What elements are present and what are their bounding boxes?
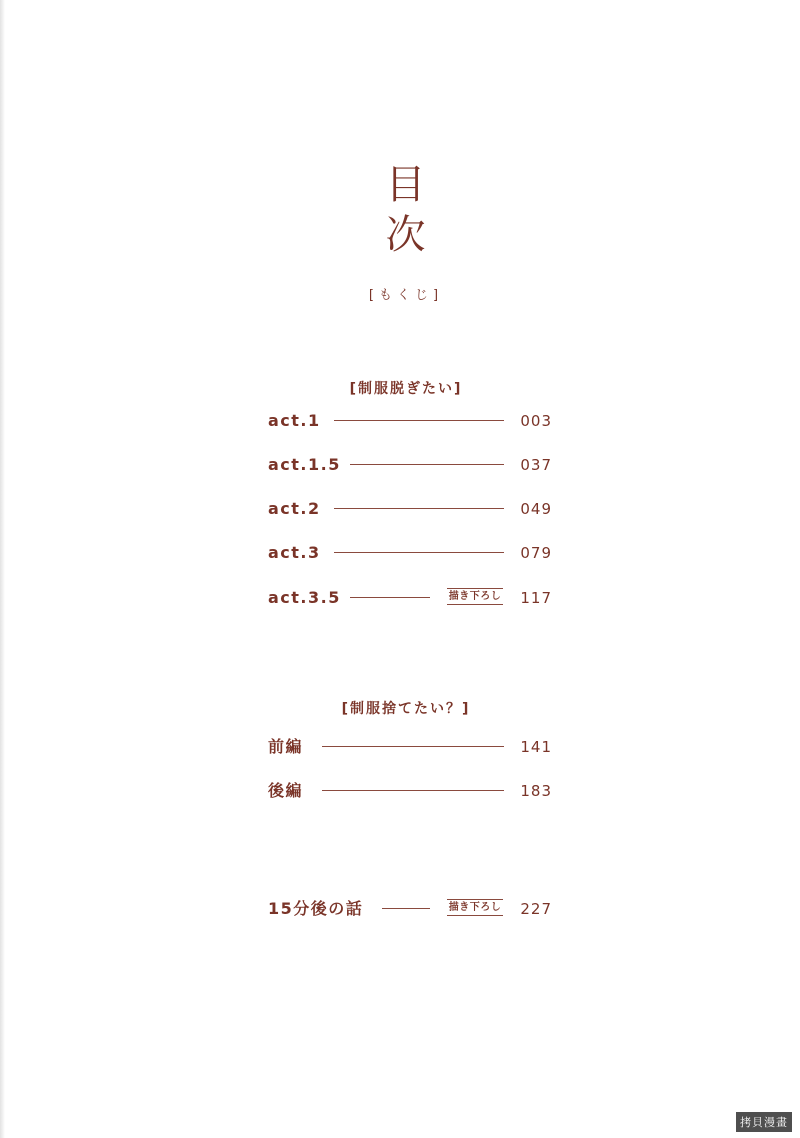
toc-entry-label: act.3.5 bbox=[268, 588, 341, 607]
section-heading-2: [制服捨てたい？] bbox=[341, 701, 471, 717]
leader-line bbox=[350, 597, 430, 598]
leader-line bbox=[334, 552, 504, 553]
toc-entry-page: 003 bbox=[520, 412, 552, 430]
section-heading-1: [制服脱ぎたい] bbox=[349, 381, 463, 397]
toc-entry-page: 227 bbox=[520, 900, 552, 918]
new-drawing-badge: 描き下ろし bbox=[447, 899, 503, 916]
toc-entry[interactable] bbox=[268, 780, 552, 802]
toc-subtitle-reading: [もくじ] bbox=[368, 288, 444, 303]
toc-entry-page: 079 bbox=[520, 544, 552, 562]
toc-entry-label: act.1.5 bbox=[268, 455, 341, 474]
toc-entry-label: 後編 bbox=[268, 781, 304, 800]
toc-title-char-1: 目 bbox=[385, 162, 426, 208]
toc-entry-page: 049 bbox=[520, 500, 552, 518]
toc-entry-page: 117 bbox=[520, 589, 552, 607]
toc-entry[interactable] bbox=[268, 542, 552, 564]
leader-line bbox=[322, 746, 504, 747]
toc-entry-label: act.2 bbox=[268, 499, 321, 518]
toc-entry-label: 15分後の話 bbox=[268, 899, 364, 918]
leader-line bbox=[382, 908, 430, 909]
toc-entry[interactable] bbox=[268, 587, 552, 609]
toc-title-char-2: 次 bbox=[385, 212, 426, 258]
toc-entry-label: act.3 bbox=[268, 543, 321, 562]
toc-entry[interactable] bbox=[268, 898, 552, 920]
toc-entry-label: 前編 bbox=[268, 737, 304, 756]
toc-entry[interactable] bbox=[268, 498, 552, 520]
toc-entry[interactable] bbox=[268, 410, 552, 432]
leader-line bbox=[334, 420, 504, 421]
leader-line bbox=[334, 508, 504, 509]
toc-entry-page: 037 bbox=[520, 456, 552, 474]
toc-entry-page: 141 bbox=[520, 738, 552, 756]
site-watermark: 拷貝漫畫 bbox=[736, 1112, 792, 1132]
leader-line bbox=[322, 790, 504, 791]
toc-title bbox=[0, 160, 800, 260]
toc-entry[interactable] bbox=[268, 454, 552, 476]
toc-entry-page: 183 bbox=[520, 782, 552, 800]
toc-entry[interactable] bbox=[268, 736, 552, 758]
new-drawing-badge: 描き下ろし bbox=[447, 588, 503, 605]
leader-line bbox=[350, 464, 504, 465]
toc-entry-label: act.1 bbox=[268, 411, 321, 430]
